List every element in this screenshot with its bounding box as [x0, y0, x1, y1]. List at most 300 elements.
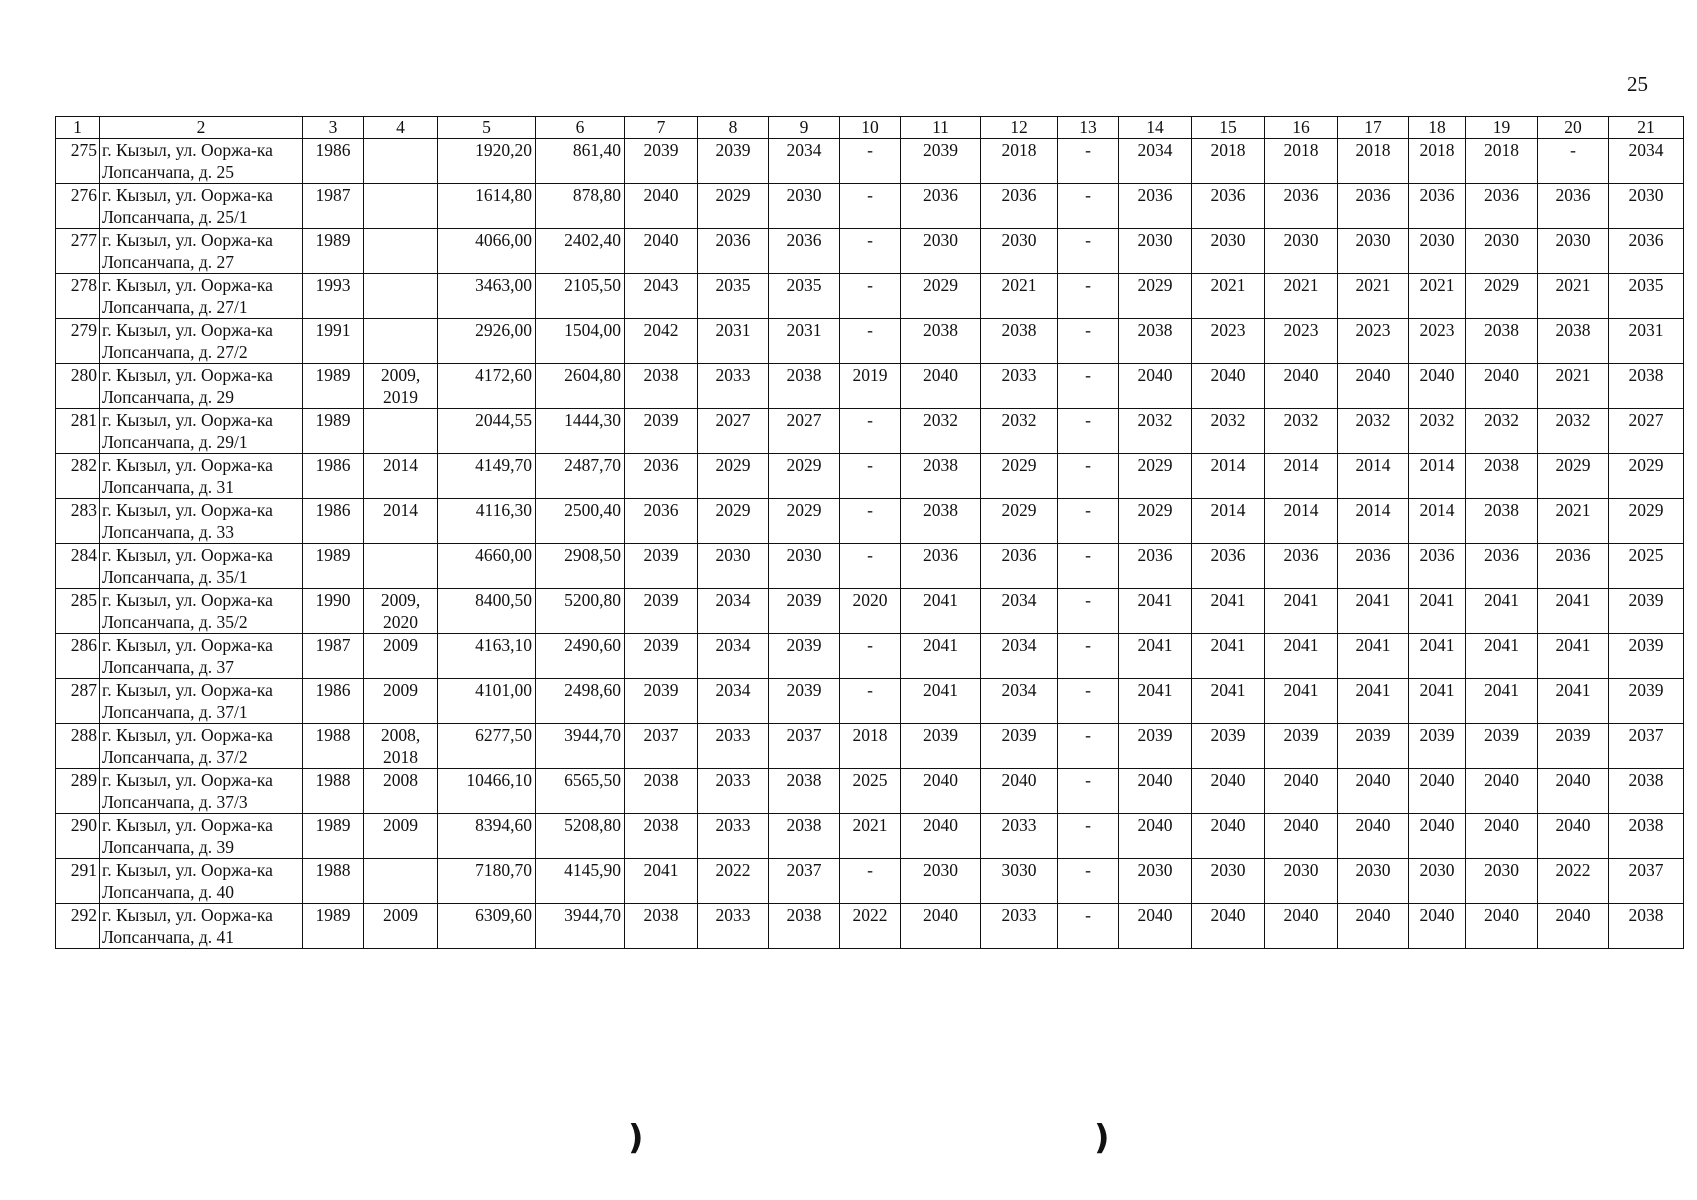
table-cell: 2019 — [840, 364, 901, 409]
table-cell: 1504,00 — [536, 319, 625, 364]
table-cell: г. Кызыл, ул. Ооржа-ка Лопсанчапа, д. 29/1 — [100, 409, 303, 454]
table-row — [56, 724, 1684, 769]
table-cell: 2032 — [981, 409, 1058, 454]
table-cell: 2021 — [1192, 274, 1265, 319]
table-cell: 2041 — [1338, 634, 1409, 679]
table-cell: 2040 — [1338, 814, 1409, 859]
table-cell: 2030 — [1338, 229, 1409, 274]
table-row — [56, 274, 1684, 319]
table-cell: 2041 — [1192, 634, 1265, 679]
table-cell: 2032 — [1466, 409, 1538, 454]
table-cell: 2021 — [1538, 499, 1609, 544]
table-cell: 2038 — [625, 904, 698, 949]
table-cell: 2040 — [1192, 814, 1265, 859]
table-cell: 2030 — [1119, 229, 1192, 274]
column-header: 5 — [438, 117, 536, 139]
column-header: 14 — [1119, 117, 1192, 139]
table-cell: 2041 — [1466, 679, 1538, 724]
table-row — [56, 814, 1684, 859]
table-cell: - — [840, 319, 901, 364]
table-cell: - — [1058, 814, 1119, 859]
table-cell: 2018 — [840, 724, 901, 769]
table-cell: 2038 — [981, 319, 1058, 364]
table-cell: 4660,00 — [438, 544, 536, 589]
table-cell: 2036 — [1466, 544, 1538, 589]
table-cell: 2034 — [698, 679, 769, 724]
table-cell: 2037 — [625, 724, 698, 769]
table-cell: 861,40 — [536, 139, 625, 184]
table-cell: 2039 — [1119, 724, 1192, 769]
table-cell: 2041 — [1338, 679, 1409, 724]
table-cell: 2039 — [769, 589, 840, 634]
table-cell: 2041 — [901, 679, 981, 724]
table-cell: 2040 — [1119, 904, 1192, 949]
page-number: 25 — [1627, 72, 1648, 96]
table-cell: 2041 — [1538, 679, 1609, 724]
table-cell: - — [1058, 364, 1119, 409]
table-row — [56, 769, 1684, 814]
table-cell: 2021 — [840, 814, 901, 859]
table-cell: 2039 — [625, 409, 698, 454]
table-cell: 2038 — [625, 769, 698, 814]
table-cell: 2014 — [1409, 499, 1466, 544]
table-cell: 2038 — [1609, 904, 1684, 949]
table-cell: 7180,70 — [438, 859, 536, 904]
table-cell: 2036 — [981, 184, 1058, 229]
table-cell: - — [1058, 769, 1119, 814]
table-cell: 2030 — [1192, 229, 1265, 274]
table-cell: 2036 — [1192, 544, 1265, 589]
table-cell: 2029 — [1119, 274, 1192, 319]
table-cell: - — [1058, 634, 1119, 679]
table-cell: 4172,60 — [438, 364, 536, 409]
table-cell: 2040 — [901, 769, 981, 814]
table-cell: 1986 — [303, 679, 364, 724]
table-cell: 2022 — [698, 859, 769, 904]
table-cell: 3944,70 — [536, 904, 625, 949]
table-cell: 2041 — [1119, 634, 1192, 679]
table-cell: 2036 — [1409, 184, 1466, 229]
table-cell: 280 — [56, 364, 100, 409]
column-header: 15 — [1192, 117, 1265, 139]
table-cell: 2036 — [1192, 184, 1265, 229]
table-cell: 2039 — [1338, 724, 1409, 769]
table-cell: 2021 — [1538, 274, 1609, 319]
table-cell: 2030 — [901, 859, 981, 904]
table-cell: 1987 — [303, 634, 364, 679]
table-cell: - — [1058, 409, 1119, 454]
table-cell: 5208,80 — [536, 814, 625, 859]
table-cell: - — [840, 634, 901, 679]
table-cell: 2021 — [1538, 364, 1609, 409]
table-cell: 2030 — [1466, 229, 1538, 274]
table-cell: 2041 — [1409, 634, 1466, 679]
table-cell: - — [840, 139, 901, 184]
table-cell: 2033 — [981, 364, 1058, 409]
table-cell: 2009 — [364, 634, 438, 679]
table-cell: 2021 — [1409, 274, 1466, 319]
table-cell: 2040 — [1119, 364, 1192, 409]
table-cell: г. Кызыл, ул. Ооржа-ка Лопсанчапа, д. 31 — [100, 454, 303, 499]
table-cell: 1989 — [303, 904, 364, 949]
table-cell: г. Кызыл, ул. Ооржа-ка Лопсанчапа, д. 27/2 — [100, 319, 303, 364]
table-cell: 878,80 — [536, 184, 625, 229]
table-cell: 2030 — [1538, 229, 1609, 274]
table-cell: 2018 — [1265, 139, 1338, 184]
table-cell: - — [840, 859, 901, 904]
table-cell: 2037 — [769, 859, 840, 904]
handwritten-mark-left: ) — [628, 1118, 644, 1158]
table-cell: 2402,40 — [536, 229, 625, 274]
table-cell: 278 — [56, 274, 100, 319]
table-cell: 2039 — [625, 544, 698, 589]
table-cell: 279 — [56, 319, 100, 364]
table-cell: г. Кызыл, ул. Ооржа-ка Лопсанчапа, д. 41 — [100, 904, 303, 949]
table-cell: 1986 — [303, 454, 364, 499]
table-cell: 2009 — [364, 904, 438, 949]
table-cell: - — [1058, 229, 1119, 274]
table-cell: 2044,55 — [438, 409, 536, 454]
table-cell: 2029 — [698, 184, 769, 229]
table-row — [56, 364, 1684, 409]
table-cell: 2014 — [1409, 454, 1466, 499]
table-cell: 2041 — [1265, 589, 1338, 634]
table-cell: 2041 — [1119, 589, 1192, 634]
table-cell: 2041 — [1192, 679, 1265, 724]
table-cell: 1989 — [303, 544, 364, 589]
column-header: 19 — [1466, 117, 1538, 139]
table-cell: 2037 — [769, 724, 840, 769]
column-header: 17 — [1338, 117, 1409, 139]
table-cell: - — [840, 544, 901, 589]
table-cell: 2040 — [1466, 364, 1538, 409]
table-cell: 2034 — [769, 139, 840, 184]
table-cell: 2040 — [1409, 904, 1466, 949]
table-cell: 2030 — [698, 544, 769, 589]
column-header: 2 — [100, 117, 303, 139]
table-cell: 2014 — [1192, 499, 1265, 544]
table-cell: г. Кызыл, ул. Ооржа-ка Лопсанчапа, д. 35/2 — [100, 589, 303, 634]
table-cell: 2018 — [1409, 139, 1466, 184]
table-cell: 2030 — [901, 229, 981, 274]
table-cell: 2038 — [769, 904, 840, 949]
header-row — [56, 117, 1684, 139]
column-header: 4 — [364, 117, 438, 139]
table-cell: 2029 — [769, 454, 840, 499]
table-cell: 1988 — [303, 724, 364, 769]
table-cell: 276 — [56, 184, 100, 229]
table-cell: 2032 — [1265, 409, 1338, 454]
table-cell: 2038 — [901, 319, 981, 364]
table-cell: 2037 — [1609, 859, 1684, 904]
table-cell: - — [840, 229, 901, 274]
table-cell: 2029 — [769, 499, 840, 544]
table-cell: 290 — [56, 814, 100, 859]
table-row — [56, 139, 1684, 184]
table-cell: 2039 — [981, 724, 1058, 769]
table-cell: 2029 — [901, 274, 981, 319]
table-cell: 2029 — [981, 454, 1058, 499]
table-cell: 2032 — [901, 409, 981, 454]
table-cell: 2020 — [840, 589, 901, 634]
table-cell: 2038 — [1466, 319, 1538, 364]
table-row — [56, 544, 1684, 589]
column-header: 11 — [901, 117, 981, 139]
table-cell: 2036 — [1265, 544, 1338, 589]
table-cell: 2038 — [1466, 454, 1538, 499]
table-cell: 2037 — [1609, 724, 1684, 769]
table-cell: 284 — [56, 544, 100, 589]
table-cell: 2008, 2018 — [364, 724, 438, 769]
table-cell: 2032 — [1119, 409, 1192, 454]
table-cell: 2040 — [901, 364, 981, 409]
table-cell: 2042 — [625, 319, 698, 364]
table-cell: - — [840, 184, 901, 229]
table-cell: 2040 — [1466, 769, 1538, 814]
column-header: 8 — [698, 117, 769, 139]
table-cell — [364, 274, 438, 319]
table-cell: 2014 — [364, 499, 438, 544]
table-cell: 2023 — [1409, 319, 1466, 364]
table-cell: 1990 — [303, 589, 364, 634]
table-cell: 2029 — [1119, 499, 1192, 544]
table-cell: 2041 — [1265, 634, 1338, 679]
table-cell: 2029 — [698, 499, 769, 544]
table-cell: 2029 — [698, 454, 769, 499]
table-cell: 8400,50 — [438, 589, 536, 634]
table-cell: 2040 — [901, 904, 981, 949]
table-cell: 2040 — [1192, 904, 1265, 949]
table-cell — [364, 409, 438, 454]
table-cell: 2034 — [1609, 139, 1684, 184]
table-row — [56, 184, 1684, 229]
table-cell: 286 — [56, 634, 100, 679]
table-cell: 2039 — [1409, 724, 1466, 769]
table-cell: 2036 — [1466, 184, 1538, 229]
column-header: 21 — [1609, 117, 1684, 139]
table-cell: 2023 — [1338, 319, 1409, 364]
table-cell: 2036 — [981, 544, 1058, 589]
table-cell: 2014 — [1265, 499, 1338, 544]
table-cell: 2009 — [364, 814, 438, 859]
table-cell: 2038 — [1119, 319, 1192, 364]
table-cell: 2033 — [981, 814, 1058, 859]
handwritten-mark-right: ) — [1094, 1118, 1110, 1158]
table-cell: 2498,60 — [536, 679, 625, 724]
table-cell: 2040 — [1265, 904, 1338, 949]
table-cell: 2036 — [625, 454, 698, 499]
table-cell: 1989 — [303, 814, 364, 859]
table-cell: г. Кызыл, ул. Ооржа-ка Лопсанчапа, д. 27 — [100, 229, 303, 274]
table-cell: 1989 — [303, 229, 364, 274]
table-cell: 2039 — [901, 724, 981, 769]
table-cell: - — [1058, 499, 1119, 544]
table-cell: 2030 — [1409, 859, 1466, 904]
table-row — [56, 634, 1684, 679]
table-cell: 2038 — [1609, 364, 1684, 409]
table-cell: 2035 — [769, 274, 840, 319]
table-cell: 2034 — [981, 589, 1058, 634]
data-table — [55, 116, 1684, 949]
table-cell: 6277,50 — [438, 724, 536, 769]
table-cell: 2014 — [364, 454, 438, 499]
table-cell: г. Кызыл, ул. Ооржа-ка Лопсанчапа, д. 27/1 — [100, 274, 303, 319]
table-cell: 2034 — [1119, 139, 1192, 184]
table-header — [56, 117, 1684, 139]
table-cell: 2029 — [1609, 454, 1684, 499]
table-cell: 2039 — [698, 139, 769, 184]
table-cell: 2021 — [1338, 274, 1409, 319]
table-cell: 2038 — [1466, 499, 1538, 544]
column-header: 9 — [769, 117, 840, 139]
table-cell: 2027 — [698, 409, 769, 454]
table-cell: 291 — [56, 859, 100, 904]
table-cell: 2040 — [1265, 814, 1338, 859]
table-cell: 288 — [56, 724, 100, 769]
table-cell: 2018 — [981, 139, 1058, 184]
table-body — [56, 139, 1684, 949]
table-cell: 2029 — [1538, 454, 1609, 499]
table-cell: 2033 — [698, 364, 769, 409]
table-cell: 2041 — [1466, 634, 1538, 679]
table-cell: 6565,50 — [536, 769, 625, 814]
table-cell: 2032 — [1338, 409, 1409, 454]
table-cell: 289 — [56, 769, 100, 814]
table-cell: 1988 — [303, 859, 364, 904]
table-cell: 2036 — [901, 544, 981, 589]
table-cell: 2040 — [1265, 364, 1338, 409]
table-cell: 1989 — [303, 409, 364, 454]
column-header: 16 — [1265, 117, 1338, 139]
table-cell: 2036 — [1538, 544, 1609, 589]
table-cell: 4116,30 — [438, 499, 536, 544]
table-cell: 2908,50 — [536, 544, 625, 589]
table-cell: 2040 — [1192, 769, 1265, 814]
table-cell: 2040 — [1338, 769, 1409, 814]
table-cell: 2029 — [1609, 499, 1684, 544]
table-cell: 2038 — [1609, 769, 1684, 814]
table-cell: - — [1058, 589, 1119, 634]
table-cell: 2040 — [1409, 364, 1466, 409]
table-cell: 2014 — [1338, 499, 1409, 544]
table-row — [56, 589, 1684, 634]
table-cell: 2027 — [769, 409, 840, 454]
table-cell: 2033 — [698, 814, 769, 859]
table-cell: 2009 — [364, 679, 438, 724]
table-cell: 2926,00 — [438, 319, 536, 364]
table-cell: 2604,80 — [536, 364, 625, 409]
table-cell: 2039 — [1609, 634, 1684, 679]
table-cell — [364, 859, 438, 904]
column-header: 1 — [56, 117, 100, 139]
table-cell: 2040 — [1119, 814, 1192, 859]
column-header: 7 — [625, 117, 698, 139]
table-cell: 2039 — [1466, 724, 1538, 769]
table-cell: 2036 — [1538, 184, 1609, 229]
table-row — [56, 679, 1684, 724]
table-cell: 2034 — [981, 679, 1058, 724]
table-cell: 2039 — [769, 634, 840, 679]
table-cell: 2021 — [981, 274, 1058, 319]
table-cell: 5200,80 — [536, 589, 625, 634]
table-cell: 292 — [56, 904, 100, 949]
table-cell: 2036 — [1119, 184, 1192, 229]
table-cell: 2025 — [840, 769, 901, 814]
table-cell: 2036 — [1265, 184, 1338, 229]
table-cell: 2040 — [1119, 769, 1192, 814]
table-cell: 1444,30 — [536, 409, 625, 454]
table-cell: 2030 — [1409, 229, 1466, 274]
table-cell: - — [1058, 544, 1119, 589]
column-header: 13 — [1058, 117, 1119, 139]
table-cell — [364, 544, 438, 589]
table-cell: - — [1058, 454, 1119, 499]
table-cell: 6309,60 — [438, 904, 536, 949]
table-cell: 2036 — [1609, 229, 1684, 274]
table-cell: 2033 — [698, 904, 769, 949]
table-cell: 2040 — [981, 769, 1058, 814]
table-cell: 2036 — [769, 229, 840, 274]
table-cell: 287 — [56, 679, 100, 724]
table-cell: 4145,90 — [536, 859, 625, 904]
table-cell: 2014 — [1265, 454, 1338, 499]
table-cell: 2038 — [901, 499, 981, 544]
table-cell: 2039 — [625, 139, 698, 184]
table-cell: 2039 — [769, 679, 840, 724]
table-row — [56, 409, 1684, 454]
table-cell: 1987 — [303, 184, 364, 229]
table-cell: 285 — [56, 589, 100, 634]
table-cell: 1920,20 — [438, 139, 536, 184]
table-cell: 2039 — [1538, 724, 1609, 769]
table-cell: 2041 — [1192, 589, 1265, 634]
table-cell: 2041 — [1265, 679, 1338, 724]
table-cell: - — [1058, 319, 1119, 364]
table-cell: 2029 — [981, 499, 1058, 544]
table-cell: 2033 — [698, 769, 769, 814]
table-cell: г. Кызыл, ул. Ооржа-ка Лопсанчапа, д. 29 — [100, 364, 303, 409]
table-cell: 2040 — [625, 229, 698, 274]
table-cell: 275 — [56, 139, 100, 184]
table-cell: 2030 — [1338, 859, 1409, 904]
table-cell: 2035 — [1609, 274, 1684, 319]
table-cell: - — [1058, 679, 1119, 724]
table-cell: 2038 — [1538, 319, 1609, 364]
column-header: 3 — [303, 117, 364, 139]
table-cell: 2040 — [901, 814, 981, 859]
table-cell: г. Кызыл, ул. Ооржа-ка Лопсанчапа, д. 25 — [100, 139, 303, 184]
table-cell: 2036 — [1338, 544, 1409, 589]
table-cell: - — [1058, 724, 1119, 769]
table-cell: 2030 — [1192, 859, 1265, 904]
table-cell: - — [1058, 274, 1119, 319]
table-cell: 2041 — [901, 589, 981, 634]
table-cell: 2036 — [1338, 184, 1409, 229]
table-cell: 2040 — [1265, 769, 1338, 814]
table-cell: 2040 — [1538, 769, 1609, 814]
table-cell: 10466,10 — [438, 769, 536, 814]
table-cell: 2040 — [1538, 814, 1609, 859]
table-cell: 2036 — [901, 184, 981, 229]
table-cell — [364, 229, 438, 274]
table-cell: 2023 — [1192, 319, 1265, 364]
table-cell: 2105,50 — [536, 274, 625, 319]
table-cell: 2039 — [1192, 724, 1265, 769]
table-cell: 2041 — [1466, 589, 1538, 634]
table-cell: 2031 — [1609, 319, 1684, 364]
table-cell: 2040 — [625, 184, 698, 229]
table-cell: 2040 — [1409, 769, 1466, 814]
